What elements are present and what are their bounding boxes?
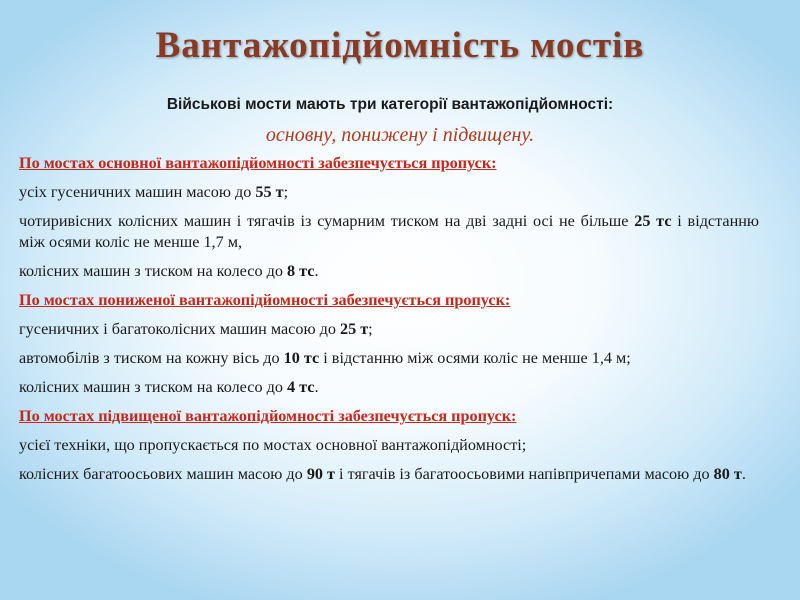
intro-text: Військові мости мають три категорії вантажопідйомності:	[166, 96, 614, 113]
list-item: колісних машин з тиском на колесо до 4 тс.	[19, 378, 319, 396]
slide-title: Вантажопідйомність мостів	[155, 25, 645, 66]
list-item: колісних багатоосьових машин масою до 90 т і тягачів із багатоосьовими напівпричепами масою до 80 т.	[19, 465, 746, 483]
slide-content	[19, 153, 759, 493]
list-item: колісних машин з тиском на колесо до 8 тс.	[19, 262, 319, 280]
section-heading: По мостах основної вантажопідйомності забезпечується пропуск:	[19, 154, 497, 172]
section-reduced	[19, 290, 759, 398]
section-heading: По мостах пониженої вантажопідйомності забезпечується пропуск:	[19, 291, 511, 309]
list-item: гусеничних і багатоколісних машин масою до 25 т;	[19, 320, 373, 338]
section-increased	[19, 406, 759, 485]
section-basic	[19, 153, 759, 282]
section-heading: По мостах підвищеної вантажопідйомності забезпечується пропуск:	[19, 407, 517, 425]
list-item: усіх гусеничних машин масою до 55 т;	[19, 183, 289, 201]
list-item: автомобілів з тиском на кожну вісь до 10 тс і відстанню між осями коліс не менше 1,4 м;	[19, 349, 631, 367]
categories-text: основну, понижену і підвищену.	[265, 124, 535, 146]
list-item: усієї техніки, що пропускається по мостах основної вантажопідйомності;	[19, 436, 527, 454]
list-item: чотиривісних колісних машин і тягачів із сумарним тиском на дві задні осі не більше 25 тс і відстанню між осями коліс не менше 1,7 м,	[19, 212, 759, 251]
